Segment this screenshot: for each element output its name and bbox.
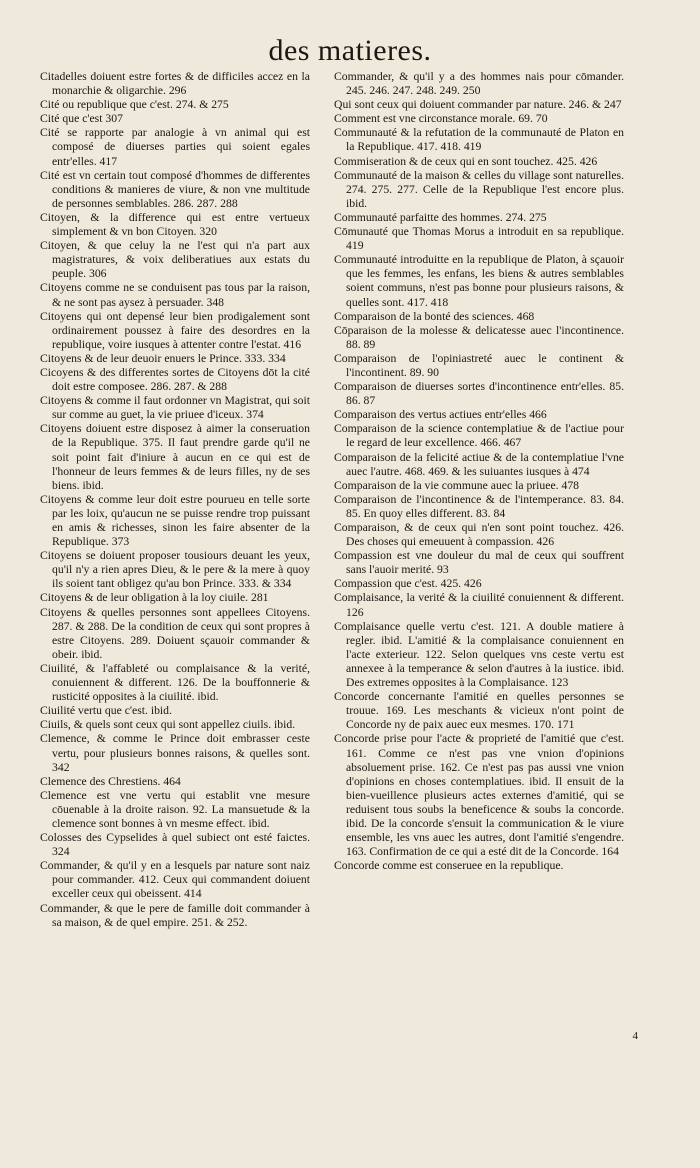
index-entry: Cité est vn certain tout composé d'hommes de differentes conditions & manieres de viure, & non vne multitude de personnes semblables. 286. 287. 288 xyxy=(40,168,310,210)
index-entry: Comment est vne circonstance morale. 69. 70 xyxy=(334,112,548,126)
index-entry: Citoyen, & la difference qui est entre vertueux simplement & vn bon Citoyen. 320 xyxy=(40,210,310,239)
index-entry: Ciuilité vertu que c'est. ibid. xyxy=(40,704,172,718)
index-entry: Cicoyens & des differentes sortes de Citoyens dōt la cité doit estre composee. 286. 287. & 288 xyxy=(40,365,310,394)
page-header: des matieres. xyxy=(268,34,432,67)
index-entry: Citoyens comme ne se conduisent pas tous par la raison, & ne sont pas aysez à persuader. 348 xyxy=(40,281,310,309)
index-entry: Concorde comme est conseruee en la republique. xyxy=(334,859,564,873)
index-entry: Ciuils, & quels sont ceux qui sont appellez ciuils. ibid. xyxy=(40,718,296,732)
index-entry: Comparaison de la bonté des sciences. 468 xyxy=(334,309,535,323)
index-entry: Concorde prise pour l'acte & proprieté de l'amitié que c'est. 161. Comme ce n'est pas vne vnion d'opinions absoluement prise. 162. Ce n'est pas pas aussi vne vnion d'opinions en choses contemplatiues. ibid. Il ensuit de la bien-vueillence plusieurs actes externes d'amitié, qui se reduisent tous soubs la beneficence & soubs la concorde. ibid. De la concorde s'ensuit la communication & le viure ensemble, les vns auec les autres, dont l'amitié s'engendre. 163. Confirmation de ce qui a esté dit de la Concorde. 164 xyxy=(334,732,624,859)
index-entry: Concorde concernante l'amitié en quelles personnes se trouue. 169. Les meschants & vicieux n'ont point de Concorde ny de paix auec eux mesmes. 170. 171 xyxy=(334,690,624,732)
index-entry: Communauté & la refutation de la communauté de Platon en la Republique. 417. 418. 419 xyxy=(334,126,624,154)
index-entry: Citoyens doiuent estre disposez à aimer la conseruation de la Republique. 375. Il faut prendre garde qu'il ne soit point fait d'iniure à aucun en ce qui est de l'honneur de leurs femmes & de leurs filles, ny de ses biens. ibid. xyxy=(40,422,310,492)
index-entry: Commander, & que le pere de famille doit commander à sa maison, & de quel empire. 251. & 252. xyxy=(40,901,310,929)
index-entry: Comparaison des vertus actiues entr'elles 466 xyxy=(334,408,547,422)
index-entry: Citadelles doiuent estre fortes & de difficiles accez en la monarchie & oligarchie. 296 xyxy=(40,70,310,98)
index-entry: Communauté de la maison & celles du village sont naturelles. 274. 275. 277. Celle de la Republique l'est encore plus. ibid. xyxy=(334,168,624,210)
right-column xyxy=(334,70,624,873)
index-entry: Colosses des Cypselides à quel subiect ont esté faictes. 324 xyxy=(40,831,310,859)
index-entry: Compassion est vne douleur du mal de ceux qui souffrent sans l'auoir merité. 93 xyxy=(334,549,624,577)
index-entry: Citoyens & quelles personnes sont appellees Citoyens. 287. & 288. De la condition de ceux qui sont propres à estre Citoyens. 289. Doiuent sçauoir commander & obeir. ibid. xyxy=(40,605,310,661)
catchword: 4 xyxy=(632,1030,638,1042)
index-entry: Commander, & qu'il y a des hommes nais pour cōmander. 245. 246. 247. 248. 249. 250 xyxy=(334,70,624,98)
index-entry: Citoyens & comme il faut ordonner vn Magistrat, qui soit sur comme au guet, la vie priuee d'iceux. 374 xyxy=(40,394,310,422)
index-entry: Citoyens & comme leur doit estre pourueu en telle sorte par les loix, qu'aucun ne se puisse rendre trop puissant en amis & richesses, sinon les faire absenter de la Republique. 373 xyxy=(40,492,310,549)
index-entry: Cité que c'est 307 xyxy=(40,112,123,126)
index-entry: Comparaison de la vie commune auec la priuee. 478 xyxy=(334,478,580,492)
index-entry: Compassion que c'est. 425. 426 xyxy=(334,577,482,591)
index-entry: Communauté parfaitte des hommes. 274. 275 xyxy=(334,210,547,224)
index-entry: Clemence des Chrestiens. 464 xyxy=(40,774,181,788)
index-entry: Citoyens se doiuent proposer tousiours deuant les yeux, qu'il n'y a rien apres Dieu, & le pere & la mere à quoy ils soient tant obligez qu'au bon Prince. 333. & 334 xyxy=(40,549,310,591)
index-entry: Complaisance, la verité & la ciuilité conuiennent & different. 126 xyxy=(334,591,624,619)
index-entry: Clemence est vne vertu qui establit vne mesure cōuenable à la droite raison. 92. La mansuetude & la clemence sont bonnes à vn mesme effect. ibid. xyxy=(40,788,310,830)
index-entry: Clemence, & comme le Prince doit embrasser ceste vertu, pour plusieurs bonnes raisons, & quelles sont. 342 xyxy=(40,732,310,774)
index-entry: Comparaison, & de ceux qui n'en sont point touchez. 426. Des choses qui emeuuent à compassion. 426 xyxy=(334,521,624,549)
index-entry: Complaisance quelle vertu c'est. 121. A double matiere à regler. ibid. L'amitié & la complaisance conuiennent en l'acte exterieur. 122. Selon quelques vns ceste vertu est annexee à la temperance & selon d'autres à la iustice. ibid. Des extremes opposites à la Complaisance. 123 xyxy=(334,619,624,690)
left-column xyxy=(40,70,310,930)
index-entry: Ciuilité, & l'affableté ou complaisance & la verité, conuiennent & different. 126. De la bouffonnerie & rusticité opposites à la ciuilité. ibid. xyxy=(40,661,310,704)
index-entry: Comparaison de la felicité actiue & de la contemplatiue l'vne auec l'autre. 468. 469. & les suiuantes iusques à 474 xyxy=(334,450,624,478)
index-entry: Commander, & qu'il y en a lesquels par nature sont naiz pour commander. 412. Ceux qui commandent doiuent exceller ceux qui obeissent. 414 xyxy=(40,859,310,901)
index-entry: Comparaison de l'incontinence & de l'intemperance. 83. 84. 85. En quoy elles different. 83. 84 xyxy=(334,492,624,520)
index-entry: Qui sont ceux qui doiuent commander par nature. 246. & 247 xyxy=(334,98,622,112)
index-entry: Citoyen, & que celuy la ne l'est qui n'a part aux magistratures, & voix deliberatiues aux estats du peuple. 306 xyxy=(40,239,310,281)
index-entry: Cité ou republique que c'est. 274. & 275 xyxy=(40,98,229,112)
index-entry: Comparaison de l'opiniastreté auec le continent & l'incontinent. 89. 90 xyxy=(334,351,624,379)
index-entry: Comparaison de la science contemplatiue & de l'actiue pour le regard de leur excellence. 466. 467 xyxy=(334,422,624,450)
index-entry: Cōparaison de la molesse & delicatesse auec l'incontinence. 88. 89 xyxy=(334,323,624,351)
index-entry: Comparaison de diuerses sortes d'incontinence entr'elles. 85. 86. 87 xyxy=(334,380,624,408)
index-entry: Cōmunauté que Thomas Morus a introduit en sa republique. 419 xyxy=(334,225,624,253)
index-entry: Citoyens qui ont depensé leur bien prodigalement sont ordinairement poussez à faire des desordres en la republique, voire iusques à attenter contre l'estat. 416 xyxy=(40,309,310,351)
index-entry: Cité se rapporte par analogie à vn animal qui est composé de diuerses parties qui soient egales entr'elles. 417 xyxy=(40,126,310,168)
index-entry: Commiseration & de ceux qui en sont touchez. 425. 426 xyxy=(334,154,598,168)
index-entry: Communauté introduitte en la republique de Platon, à sçauoir que les femmes, les enfans, les biens & autres semblables soient communs, n'est pas bonne pour plusieurs raisons, & quelles sont. 417. 418 xyxy=(334,253,624,309)
index-entry: Citoyens & de leur deuoir enuers le Prince. 333. 334 xyxy=(40,351,286,365)
index-entry: Citoyens & de leur obligation à la loy ciuile. 281 xyxy=(40,591,269,605)
